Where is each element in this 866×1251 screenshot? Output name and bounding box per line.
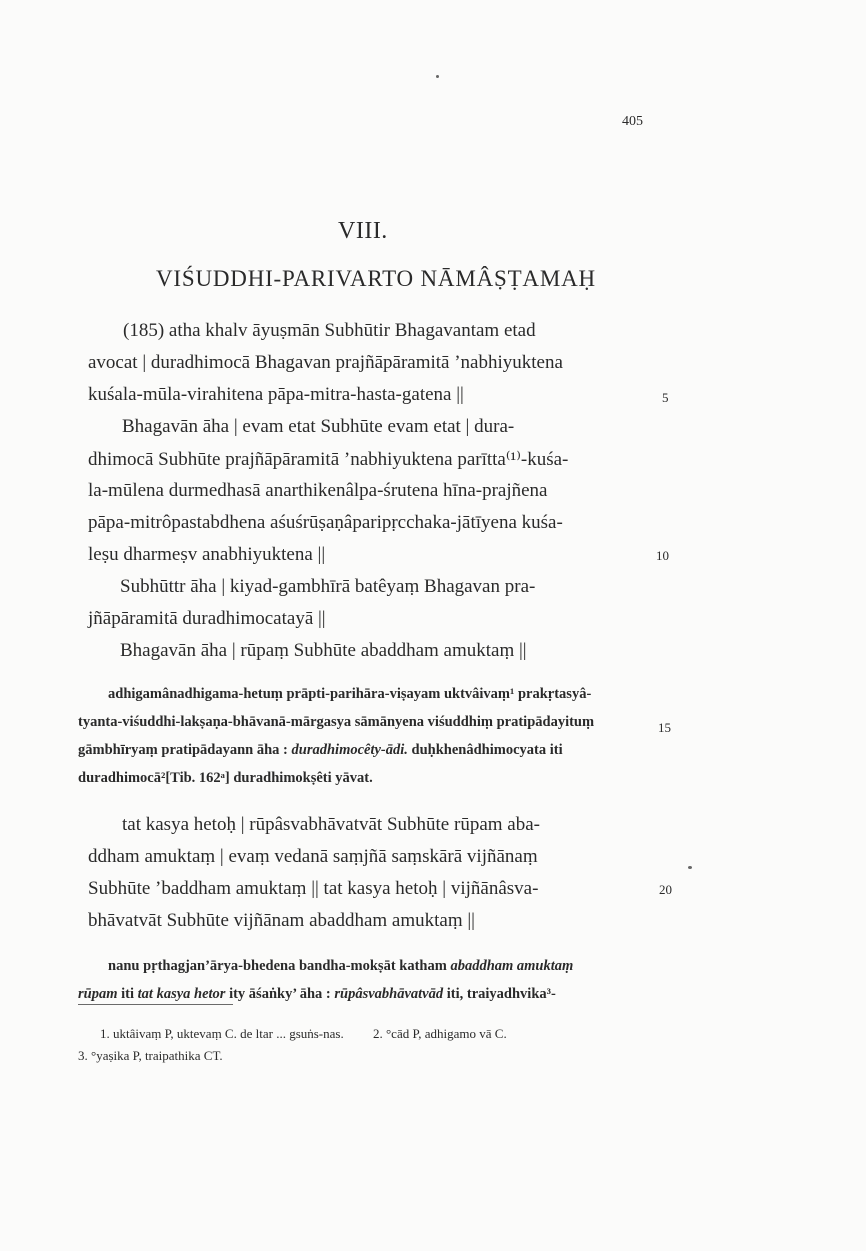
main-text-line: Bhagavān āha | rūpaṃ Subhūte abaddham amuktaṃ || bbox=[120, 640, 527, 661]
scan-speck bbox=[688, 866, 692, 869]
commentary-text: iti, traiyadhvika³- bbox=[446, 986, 556, 1002]
footnote: 2. °cād P, adhigamo vā C. bbox=[372, 1026, 507, 1041]
main-text-line: (185) atha khalv āyuṣmān Subhūtir Bhagavantam etad bbox=[123, 320, 536, 341]
main-text-line: Subhūte ’baddham amuktaṃ || tat kasya hetoḥ | vijñānâsva- bbox=[88, 878, 539, 899]
main-text-line: kuśala-mūla-virahitena pāpa-mitra-hasta-gatena || bbox=[88, 384, 464, 405]
footnote-rule bbox=[78, 1004, 233, 1005]
chapter-title: VIŚUDDHI-PARIVARTO NĀMÂṢṬAMAḤ bbox=[156, 266, 596, 291]
footnote: 1. uktâivaṃ P, uktevaṃ C. de ltar ... gsuṅs-nas. bbox=[100, 1026, 344, 1041]
commentary-text: ity āśaṅky’ āha : bbox=[229, 986, 331, 1002]
commentary-text: iti bbox=[121, 986, 135, 1002]
commentary-line: adhigamânadhigama-hetuṃ prāpti-parihāra-viṣayam uktvâivaṃ¹ prakṛtasyâ- bbox=[108, 686, 592, 702]
line-number: 10 bbox=[656, 548, 669, 563]
main-text-line: Bhagavān āha | evam etat Subhūte evam etat | dura- bbox=[122, 416, 515, 437]
commentary-text: gāmbhīryaṃ pratipādayann āha : bbox=[78, 742, 288, 758]
main-text-line: leṣu dharmeṣv anabhiyuktena || bbox=[88, 544, 326, 565]
commentary-line bbox=[78, 742, 563, 759]
main-text-line: tat kasya hetoḥ | rūpâsvabhāvatvāt Subhūte rūpam aba- bbox=[122, 814, 540, 835]
main-text-line: pāpa-mitrôpastabdhena aśuśrūṣaṇâparipṛcchaka-jātīyena kuśa- bbox=[88, 512, 563, 533]
commentary-line bbox=[78, 986, 556, 1003]
page-number: 405 bbox=[622, 114, 643, 129]
commentary-line: duradhimocā²[Tib. 162ᵃ] duradhimokṣêti yāvat. bbox=[78, 770, 373, 786]
main-text-line: dhimocā Subhūte prajñāpāramitā ’nabhiyuktena parītta⁽¹⁾-kuśa- bbox=[88, 449, 569, 470]
commentary-text: duḥkhenâdhimocyata iti bbox=[411, 742, 563, 758]
commentary-lemma: abaddham amuktaṃ bbox=[450, 958, 574, 974]
commentary-text: nanu pṛthagjan’ārya-bhedena bandha-mokṣāt katham bbox=[108, 958, 447, 974]
commentary-lemma: duradhimocêty-ādi. bbox=[291, 742, 408, 758]
main-text-line: jñāpāramitā duradhimocatayā || bbox=[88, 608, 326, 629]
main-text-line: ddham amuktaṃ | evaṃ vedanā saṃjñā saṃskārā vijñānaṃ bbox=[88, 846, 538, 867]
line-number: 5 bbox=[662, 390, 669, 405]
commentary-line: tyanta-viśuddhi-lakṣaṇa-bhāvanā-mārgasya sāmānyena viśuddhiṃ pratipādayituṃ bbox=[78, 714, 595, 730]
main-text-line: la-mūlena durmedhasā anarthikenâlpa-śrutena hīna-prajñena bbox=[88, 480, 548, 501]
footnote: 3. °yaṣika P, traipathika CT. bbox=[78, 1048, 223, 1063]
line-number: 20 bbox=[659, 882, 672, 897]
commentary-lemma: rūpam bbox=[78, 986, 118, 1002]
commentary-lemma: tat kasya hetor bbox=[137, 986, 226, 1002]
scan-speck bbox=[436, 75, 439, 78]
footnote-line bbox=[100, 1026, 507, 1042]
line-number: 15 bbox=[658, 720, 671, 735]
main-text-line: avocat | duradhimocā Bhagavan prajñāpāramitā ’nabhiyuktena bbox=[88, 352, 563, 373]
commentary-lemma: rūpâsvabhāvatvād bbox=[334, 986, 444, 1002]
chapter-number: VIII. bbox=[338, 218, 388, 244]
main-text-line: bhāvatvāt Subhūte vijñānam abaddham amuktaṃ || bbox=[88, 910, 475, 931]
main-text-line: Subhūttr āha | kiyad-gambhīrā batêyaṃ Bhagavan pra- bbox=[120, 576, 536, 597]
commentary-line bbox=[108, 958, 573, 975]
